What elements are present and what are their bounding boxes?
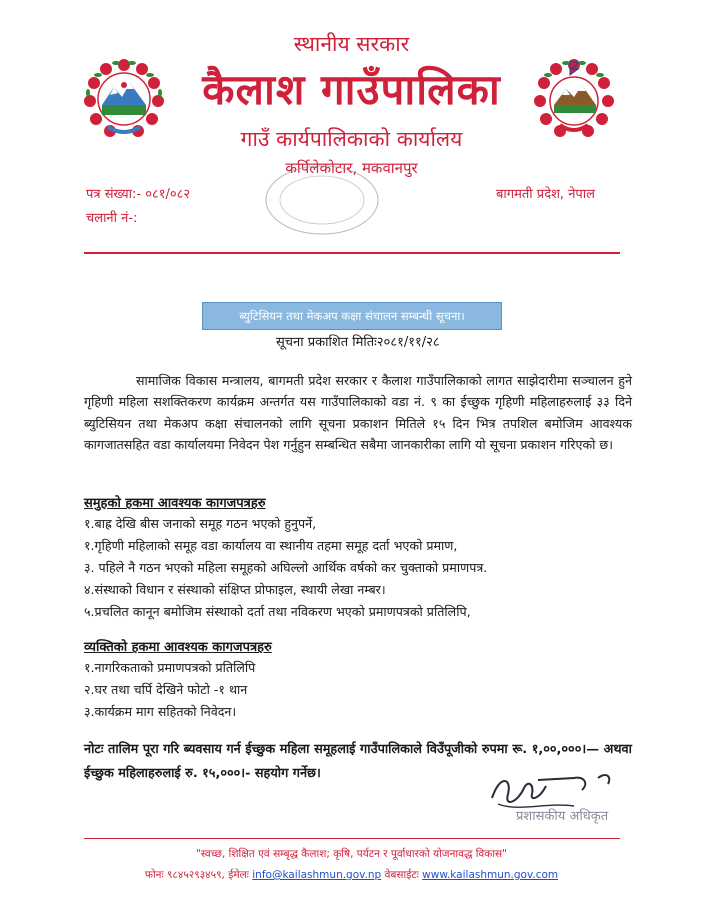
nepal-emblem-right	[530, 55, 618, 143]
province-label: बागमती प्रदेश, नेपाल	[496, 187, 595, 202]
group-doc-item: १.बाह्र देखि बीस जनाको समूह गठन भएको हुनुपर्ने,	[84, 516, 317, 531]
group-doc-item: १.गृहिणी महिलाको समूह वडा कार्यालय वा स्थानीय तहमा समूह दर्ता भएको प्रमाण,	[84, 538, 458, 553]
individual-docs-heading: व्यक्तिको हकमा आवश्यक कागजपत्रहरु	[84, 640, 272, 655]
signatory-title: प्रशासकीय अधिकृत	[516, 809, 609, 824]
letterhead-line1: स्थानीय सरकार	[293, 32, 410, 56]
municipality-name: कैलाश गाउँपालिका	[202, 65, 501, 114]
footer-website-label: वेबसाईटः	[384, 869, 419, 881]
office-stamp	[262, 160, 382, 238]
individual-doc-item: १.नागरिकताको प्रमाणपत्रको प्रतिलिपि	[84, 660, 256, 675]
group-doc-item: ५.प्रचलित कानून बमोजिम संस्थाको दर्ता तथा नविकरण भएको प्रमाणपत्रको प्रतिलिपि,	[84, 604, 471, 619]
office-name: गाउँ कार्यपालिकाको कार्यालय	[240, 127, 463, 151]
footer-phone: फोनः ९८४५२९३४५९, ईमेलः	[144, 869, 249, 881]
support-note: नोटः तालिम पूरा गरि ब्यवसाय गर्न ईच्छुक महिला समूहलाई गाउँपालिकाले विउँपूजीको रुपमा रू. १,००,०००।— अथवा ईच्छुक महिलाहरुलाई रु. १५,०००।- सहयोग गर्नेछ।	[84, 742, 632, 781]
footer-slogan: "स्वच्छ, शिक्षित एवं सम्बृद्ध कैलाश; कृषि, पर्यटन र पूर्वाधारको योजनावद्ध विकास"	[196, 848, 507, 860]
publish-date: सूचना प्रकाशित मितिः२०८१/११/२८	[276, 335, 440, 350]
header-divider	[84, 252, 620, 254]
footer-contact	[0, 868, 703, 882]
municipality-emblem-left	[80, 55, 168, 143]
dispatch-number: चलानी नं-:	[86, 211, 138, 226]
group-doc-item: ४.संस्थाको विधान र संस्थाको संक्षिप्त प्रोफाइल, स्थायी लेखा नम्बर।	[84, 582, 386, 597]
footer-divider	[84, 838, 620, 839]
group-docs-heading: समुहको हकमा आवश्यक कागजपत्रहरु	[84, 496, 266, 511]
letter-number: पत्र संख्या:- ०८१/०८२	[86, 187, 191, 202]
office-location: कर्पिलेकोटार, मकवानपुर	[285, 159, 418, 177]
footer-website-link[interactable]: www.kailashmun.gov.com	[422, 869, 559, 881]
notice-title: ब्युटिसियन तथा मेकअप कक्षा संचालन सम्बन्धी सूचना।	[202, 302, 502, 330]
individual-doc-item: ३.कार्यक्रम माग सहितको निवेदन।	[84, 704, 237, 719]
individual-doc-item: २.घर तथा चर्पि देखिने फोटो -१ थान	[84, 682, 248, 697]
notice-body: सामाजिक विकास मन्त्रालय, बागमती प्रदेश सरकार र कैलाश गाउँपालिकाको लागत साझेदारीमा सञ्चालन हुने गृहिणी महिला सशक्तिकरण कार्यक्रम अन्तर्गत यस गाउँपालिकाको वडा नं. ९ का ईच्छुक गृहिणी महिलाहरुलाई ३३ दिने ब्युटिसियन तथा मेकअप कक्षा संचालनको लागि सूचना प्रकाशन मितिले १५ दिन भित्र तपशिल बमोजिम आवश्यक कागजातसहित वडा कार्यालयमा निवेदन पेश गर्नुहुन सम्बन्धित सबैमा जानकारीका लागि यो सूचना प्रकाशन गरिएको छ।	[84, 373, 632, 453]
signature	[478, 768, 628, 826]
footer-email-link[interactable]: info@kailashmun.gov.np	[252, 869, 382, 881]
group-doc-item: ३. पहिले नै गठन भएको महिला समूहको अघिल्लो आर्थिक वर्षको कर चुक्ताको प्रमाणपत्र.	[84, 560, 488, 575]
